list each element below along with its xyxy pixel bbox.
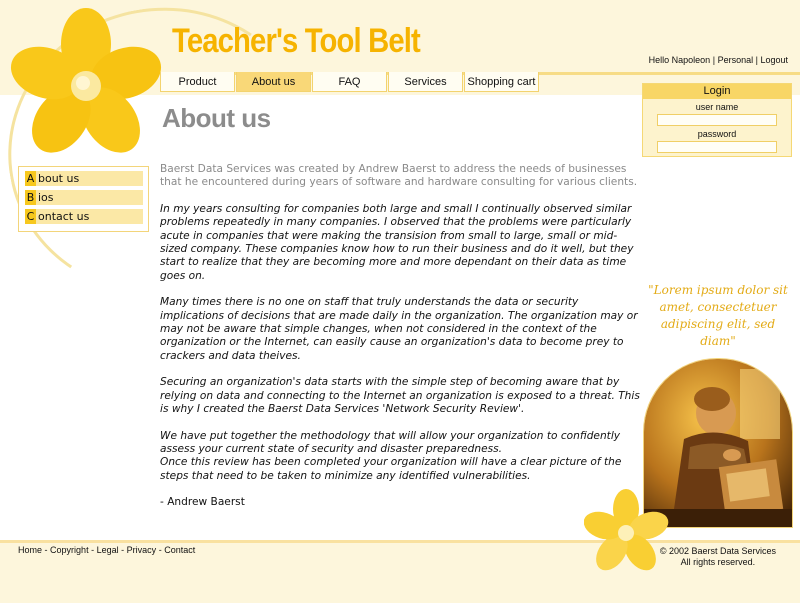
intro-paragraph: Baerst Data Services was created by Andrew Baerst to address the needs of businesses that he encountered during years of software and hardware consulting for various clients.: [160, 163, 638, 189]
sidebar-item-contact-us[interactable]: [25, 209, 143, 224]
sidebar-item-label: bout us: [38, 172, 80, 185]
paragraph-consulting: In my years consulting for companies both large and small I continually observed similar problems repeatedly in many companies. I observed that the problems were particularly acute in companies that were making the transision from small to large, small or mid-sized company. These companies know how to run their business and do it well, but they start to realize that they are becoming more and more dependant on their data as time goes on.: [160, 202, 634, 282]
footer-link-legal[interactable]: Legal: [96, 545, 119, 555]
page-title: About us: [162, 103, 271, 133]
user-separator: |: [712, 55, 716, 65]
rights-line: All rights reserved.: [680, 557, 756, 567]
tab-services[interactable]: Services: [388, 72, 463, 92]
main-content: [160, 163, 640, 523]
tab-faq[interactable]: FAQ: [312, 72, 387, 92]
tab-product[interactable]: Product: [160, 72, 235, 92]
paragraph-staff: Many times there is no one on staff that truly understands the data or security implications of decisions that are made daily in the organization. The organization may or may not be aware that simple changes, when not considered in the context of the organization or the Internet, can easily cause an organization's data to become prey to crackers and data theives.: [160, 296, 638, 362]
password-label: password: [697, 129, 737, 139]
footer-link-contact[interactable]: Contact: [164, 545, 196, 555]
user-bar: [649, 55, 788, 65]
footer-link-home[interactable]: Home: [18, 545, 43, 555]
user-greeting: Hello Napoleon: [648, 55, 711, 65]
username-input[interactable]: [657, 114, 777, 126]
username-label: user name: [695, 102, 739, 112]
footer-separator: -: [121, 545, 125, 555]
footer-separator: -: [158, 545, 162, 555]
login-box: [642, 83, 792, 157]
footer-separator: -: [91, 545, 95, 555]
methodology-sentence: We have put together the methodology that will allow your organization to confidently assess your current state of security and disaster preparedness.: [160, 429, 621, 455]
paragraph-securing: Securing an organization's data starts with the simple step of becoming aware that by relying on data and connecting to the Internet an organization is exposed to a threat. This is why I created the Baerst Data Services 'Network Security Review'.: [160, 376, 640, 416]
logout-link[interactable]: Logout: [760, 55, 788, 65]
copyright-notice: [660, 546, 776, 568]
site-title: Teacher's Tool Belt: [172, 22, 420, 60]
copyright-line: © 2002 Baerst Data Services: [659, 546, 776, 556]
sidebar-item-initial: A: [26, 172, 35, 185]
footer-link-privacy[interactable]: Privacy: [126, 545, 157, 555]
sidebar-item-initial: B: [26, 191, 35, 204]
paragraph-methodology: [160, 430, 640, 484]
password-input[interactable]: [657, 141, 777, 153]
sidebar-item-initial: C: [26, 210, 35, 223]
quote-text: "Lorem ipsum dolor sit amet, consectetuer adipiscing elit, sed diam": [648, 283, 788, 348]
signature: - Andrew Baerst: [160, 496, 245, 509]
sidebar-item-bios[interactable]: [25, 190, 143, 205]
footer-separator: -: [44, 545, 48, 555]
tab-about-us[interactable]: About us: [236, 72, 311, 92]
flower-logo-icon: [10, 8, 170, 158]
sidebar-item-label: ontact us: [38, 210, 90, 223]
sidebar-item-about-us[interactable]: [25, 171, 143, 186]
flower-decoration-icon: [584, 487, 670, 577]
user-separator: |: [755, 55, 758, 65]
side-menu: [18, 166, 149, 232]
footer-link-copyright[interactable]: Copyright: [50, 545, 89, 555]
footer-links: [18, 545, 195, 555]
main-nav: [160, 72, 540, 94]
tab-shopping-cart[interactable]: Shopping cart: [464, 72, 539, 92]
personal-link[interactable]: Personal: [717, 55, 754, 65]
review-sentence: Once this review has been completed your organization will have a clear picture of the steps that need to be taken to minimize any identified vulnerabilities.: [160, 456, 622, 482]
sidebar-item-label: ios: [38, 191, 54, 204]
login-title: Login: [643, 84, 791, 99]
